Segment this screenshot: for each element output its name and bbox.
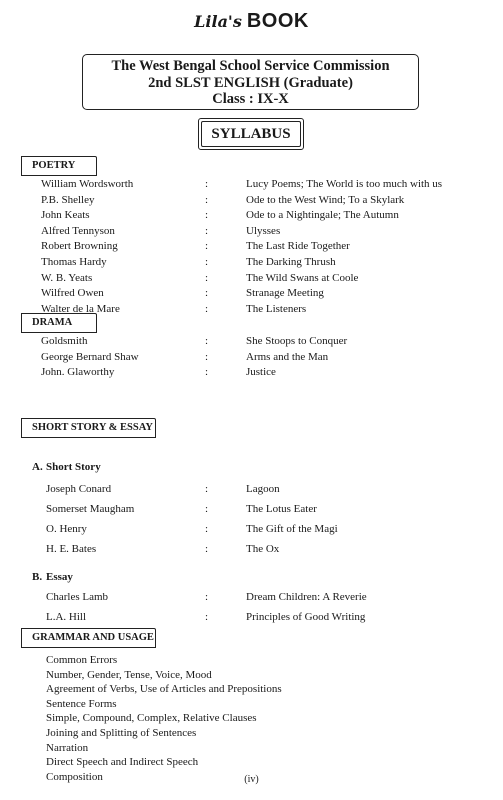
author-name: W. B. Yeats [41,271,93,284]
essay-label: Essay [46,571,73,583]
essay-marker: B. [32,571,43,583]
author-name: William Wordsworth [41,178,134,190]
section-heading-drama: DRAMA [21,313,97,333]
title-line-1: The West Bengal School Service Commission [111,58,390,74]
separator: : [205,350,209,363]
work-title: The Last Ride Together [246,240,350,253]
author-name: Thomas Hardy [41,256,107,268]
syllabus-label: SYLLABUS [201,121,301,147]
brand-script: Lila's [194,12,242,31]
work-title: Principles of Good Writing [246,611,366,623]
author-name: Robert Browning [41,240,118,253]
grammar-item: Sentence Forms [46,697,117,710]
brand-header [0,10,503,33]
separator: : [205,178,209,190]
grammar-item: Common Errors [46,654,118,666]
work-title: The Listeners [246,302,307,315]
separator: : [205,335,209,347]
section-heading-grammar: GRAMMAR AND USAGE [21,628,156,648]
separator: : [205,224,209,237]
work-title: The Ox [246,543,280,555]
separator: : [205,503,209,515]
author-name: Wilfred Owen [41,287,104,300]
work-title: Lucy Poems; The World is too much with us [246,178,443,190]
grammar-item: Composition [46,770,103,783]
separator: : [205,240,209,253]
separator: : [205,523,209,535]
author-name: H. E. Bates [46,543,97,555]
work-title: The Gift of the Magi [246,523,338,535]
author-name: O. Henry [46,523,87,535]
author-name: Walter de la Mare [41,302,120,315]
grammar-item: Direct Speech and Indirect Speech [46,756,199,769]
work-title: Justice [246,366,276,379]
section-heading-poetry: POETRY [21,156,97,176]
separator: : [205,256,209,268]
brand-word: BOOK [246,10,309,32]
separator: : [205,271,209,284]
author-name: Joseph Conard [46,483,112,495]
separator: : [205,591,209,603]
short-story-marker: A. [32,461,43,473]
work-title: She Stoops to Conquer [246,335,348,347]
separator: : [205,193,209,206]
author-name: Alfred Tennyson [41,224,115,237]
work-title: The Darking Thrush [246,256,336,268]
separator: : [205,287,209,300]
work-title: Lagoon [246,483,280,495]
work-title: Dream Children: A Reverie [246,591,367,603]
page-number: (iv) [244,774,259,785]
separator: : [205,209,209,222]
author-name: Charles Lamb [46,591,109,603]
author-name: Somerset Maugham [46,503,135,515]
grammar-item: Agreement of Verbs, Use of Articles and Prepositions [46,683,282,696]
author-name: P.B. Shelley [41,193,95,206]
grammar-item: Simple, Compound, Complex, Relative Clauses [46,712,257,725]
separator: : [205,543,209,555]
title-box [82,54,419,110]
short-story-label: Short Story [46,461,101,473]
separator: : [205,611,209,623]
work-title: Ode to the West Wind; To a Skylark [246,193,405,206]
work-title: The Wild Swans at Coole [246,271,359,284]
syllabus-box [198,118,304,150]
author-name: Goldsmith [41,335,88,347]
title-line-2: 2nd SLST ENGLISH (Graduate) [148,74,353,91]
author-name: John. Glaworthy [41,366,115,379]
separator: : [205,483,209,495]
grammar-item: Number, Gender, Tense, Voice, Mood [46,668,212,681]
work-title: Arms and the Man [246,350,329,363]
title-line-3: Class : IX-X [212,91,289,107]
section-heading-short-story-essay: SHORT STORY & ESSAY [21,418,156,438]
separator: : [205,302,209,315]
separator: : [205,366,209,379]
work-title: The Lotus Eater [246,503,317,515]
grammar-item: Joining and Splitting of Sentences [46,727,197,739]
work-title: Stranage Meeting [246,287,324,300]
author-name: John Keats [41,209,90,222]
author-name: George Bernard Shaw [41,350,139,363]
author-name: L.A. Hill [46,611,87,623]
grammar-item: Narration [46,741,89,754]
work-title: Ode to a Nightingale; The Autumn [246,209,399,222]
work-title: Ulysses [246,224,281,237]
